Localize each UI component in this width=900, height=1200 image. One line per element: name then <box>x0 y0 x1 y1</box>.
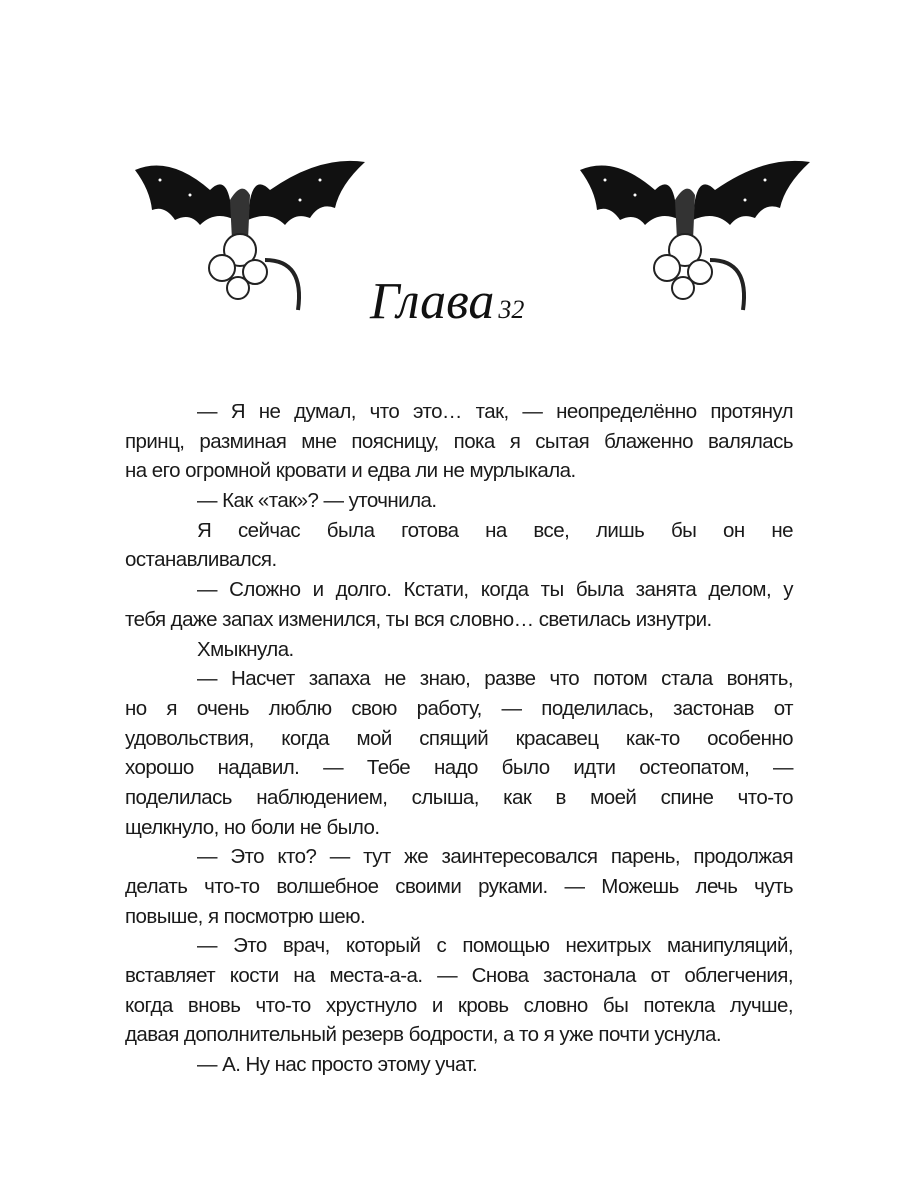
chapter-number: 32 <box>498 295 525 324</box>
text-line: — Насчет запаха не знаю, разве что потом стала вонять, <box>197 667 793 691</box>
text-line: Хмыкнула. <box>197 637 294 661</box>
dragon-with-roses-icon <box>575 150 815 320</box>
chapter-word: Глава <box>370 273 495 330</box>
text-line: хорошо надавил. — Тебе надо было идти остеопатом, — <box>125 756 793 780</box>
text-line: — Сложно и долго. Кстати, когда ты была занята делом, у <box>197 578 793 602</box>
text-line: тебя даже запах изменился, ты вся словно… светилась изнутри. <box>125 607 712 631</box>
text-line: принц, разминая мне поясницу, пока я сытая блаженно валялась <box>125 429 793 453</box>
text-line: щелкнуло, но боли не было. <box>125 815 380 839</box>
text-line: останавливался. <box>125 548 277 572</box>
text-line: на его огромной кровати и едва ли не мурлыкала. <box>125 459 576 483</box>
text-line: поделилась наблюдением, слыша, как в моей спине что-то <box>125 785 793 809</box>
text-line: — А. Ну нас просто этому учат. <box>197 1053 478 1077</box>
text-line: — Это врач, который с помощью нехитрых манипуляций, <box>197 934 793 958</box>
dragon-with-roses-icon <box>130 150 370 320</box>
chapter-title <box>370 272 550 362</box>
chapter-body <box>125 397 793 1080</box>
text-line: делать что-то волшебное своими руками. — Можешь лечь чуть <box>125 875 793 898</box>
text-line: когда вновь что-то хрустнуло и кровь словно бы потекла лучше, <box>125 993 793 1017</box>
text-line: Я сейчас была готова на все, лишь бы он не <box>197 518 793 542</box>
text-line: — Это кто? — тут же заинтересовался парень, продолжая <box>197 845 793 869</box>
text-line: — Как «так»? — уточнила. <box>197 489 437 513</box>
text-line: — Я не думал, что это… так, — неопределённо протянул <box>197 400 793 423</box>
text-line: повыше, я посмотрю шею. <box>125 904 366 928</box>
text-line: удовольствия, когда мой спящий красавец как-то особенно <box>125 726 793 750</box>
text-line: но я очень люблю свою работу, — поделилась, застонав от <box>125 696 793 720</box>
text-line: вставляет кости на места-а-а. — Снова застонала от облегчения, <box>125 964 793 988</box>
text-line: давая дополнительный резерв бодрости, а то я уже почти уснула. <box>125 1023 721 1047</box>
